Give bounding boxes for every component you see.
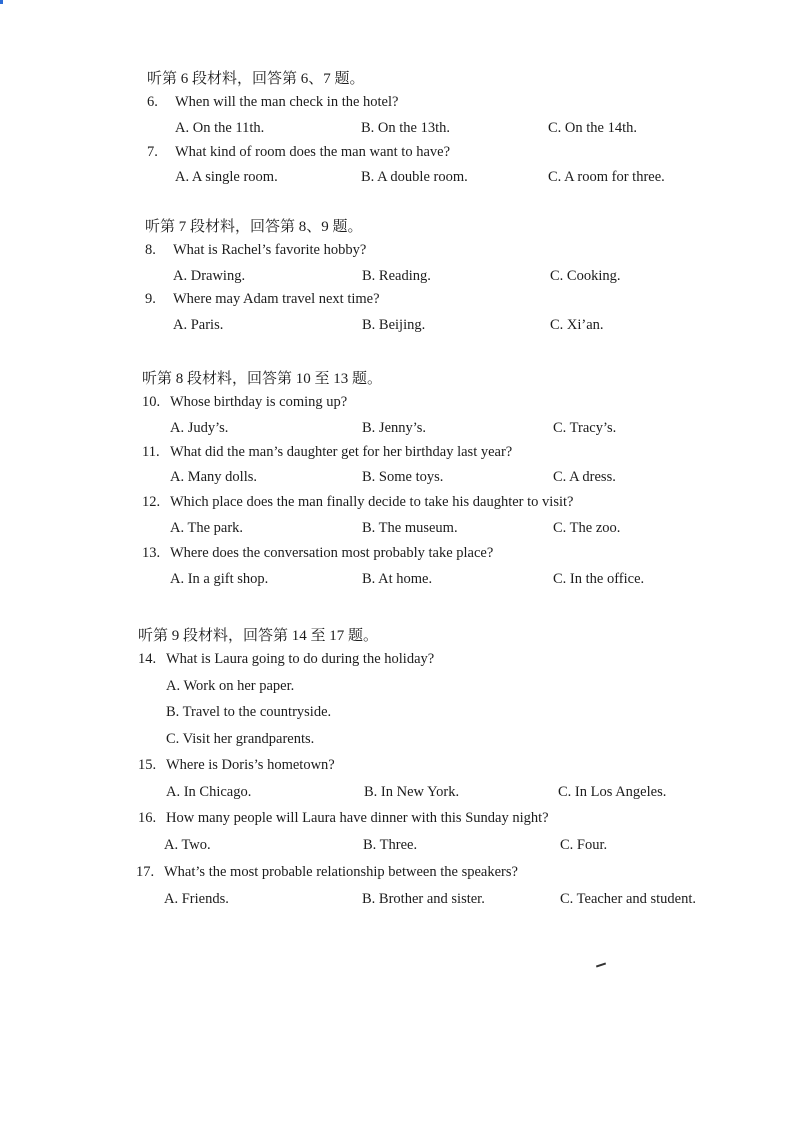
question-11 <box>142 444 512 461</box>
option-b: B. Jenny’s. <box>362 420 427 436</box>
option-c: C. In the office. <box>553 571 645 587</box>
options-10 <box>0 420 800 440</box>
option-b: B. In New York. <box>364 784 460 800</box>
question-6 <box>147 94 398 111</box>
question-number: 17. <box>136 864 155 880</box>
option-c: C. Teacher and student. <box>560 891 697 907</box>
option-a: A. Friends. <box>164 891 229 907</box>
question-number: 16. <box>138 810 157 826</box>
option-b: B. A double room. <box>361 169 468 185</box>
option-a: A. In a gift shop. <box>170 571 269 587</box>
question-text: How many people will Laura have dinner with this Sunday night? <box>166 810 549 826</box>
option-a: A. Drawing. <box>173 268 246 284</box>
question-text: What’s the most probable relationship between the speakers? <box>164 864 518 880</box>
question-text: Which place does the man finally decide to take his daughter to visit? <box>170 494 574 510</box>
option-c: C. Four. <box>560 837 608 853</box>
question-12 <box>142 494 573 511</box>
corner-mark <box>0 0 3 4</box>
option-a: A. Paris. <box>173 317 224 333</box>
question-text: What kind of room does the man want to have? <box>175 144 451 160</box>
question-number: 13. <box>142 545 161 561</box>
pen-mark <box>596 963 606 968</box>
question-number: 7. <box>147 144 158 160</box>
section-heading-6: 听第 6 段材料，回答第 6、7 题。 <box>147 71 365 87</box>
question-number: 14. <box>138 651 157 667</box>
option-b: B. Three. <box>363 837 418 853</box>
option-c: C. A dress. <box>553 469 616 485</box>
option-a: A. Work on her paper. <box>166 678 295 694</box>
question-text: What did the man’s daughter get for her birthday last year? <box>170 444 513 460</box>
question-14 <box>138 651 434 668</box>
option-a: A. Two. <box>164 837 211 853</box>
options-13 <box>0 571 800 591</box>
question-number: 9. <box>145 291 156 307</box>
option-b: B. Travel to the countryside. <box>166 704 332 720</box>
option-c: C. The zoo. <box>553 520 621 536</box>
question-number: 8. <box>145 242 156 258</box>
question-number: 11. <box>142 444 160 460</box>
option-c: C. In Los Angeles. <box>558 784 667 800</box>
option-b: B. On the 13th. <box>361 120 451 136</box>
question-10 <box>142 394 347 411</box>
option-b: B. The museum. <box>362 520 458 536</box>
options-12 <box>0 520 800 540</box>
options-7 <box>0 169 800 189</box>
question-text: Where does the conversation most probably take place? <box>170 545 494 561</box>
option-c: C. Tracy’s. <box>553 420 617 436</box>
question-number: 6. <box>147 94 158 110</box>
question-number: 15. <box>138 757 157 773</box>
question-text: What is Rachel’s favorite hobby? <box>173 242 367 258</box>
option-a: A. Many dolls. <box>170 469 257 485</box>
question-text: Whose birthday is coming up? <box>170 394 348 410</box>
options-17 <box>0 891 800 911</box>
options-15 <box>0 784 800 804</box>
options-11 <box>0 469 800 489</box>
option-b: B. Beijing. <box>362 317 426 333</box>
option-a: A. In Chicago. <box>166 784 252 800</box>
options-6 <box>0 120 800 140</box>
question-8 <box>145 242 366 259</box>
option-c: C. Cooking. <box>550 268 621 284</box>
options-16 <box>0 837 800 857</box>
section-heading-7: 听第 7 段材料，回答第 8、9 题。 <box>145 219 363 235</box>
option-a: A. The park. <box>170 520 244 536</box>
option-b: B. Reading. <box>362 268 431 284</box>
question-9 <box>145 291 380 308</box>
question-text: Where may Adam travel next time? <box>173 291 380 307</box>
question-7 <box>147 144 450 161</box>
option-b: B. At home. <box>362 571 433 587</box>
question-17 <box>136 864 518 881</box>
options-8 <box>0 268 800 288</box>
question-number: 12. <box>142 494 161 510</box>
option-b: B. Some toys. <box>362 469 444 485</box>
question-16 <box>138 810 549 827</box>
question-15 <box>138 757 335 774</box>
option-a: A. On the 11th. <box>175 120 265 136</box>
options-9 <box>0 317 800 337</box>
question-text: Where is Doris’s hometown? <box>166 757 335 773</box>
option-c: C. On the 14th. <box>548 120 638 136</box>
question-13 <box>142 545 493 562</box>
section-heading-9: 听第 9 段材料，回答第 14 至 17 题。 <box>138 628 379 644</box>
option-c: C. A room for three. <box>548 169 665 185</box>
option-c: C. Xi’an. <box>550 317 604 333</box>
option-a: A. Judy’s. <box>170 420 229 436</box>
option-b: B. Brother and sister. <box>362 891 485 907</box>
section-heading-8: 听第 8 段材料，回答第 10 至 13 题。 <box>142 371 383 387</box>
option-a: A. A single room. <box>175 169 278 185</box>
option-c: C. Visit her grandparents. <box>166 731 315 747</box>
question-text: When will the man check in the hotel? <box>175 94 399 110</box>
question-text: What is Laura going to do during the holiday? <box>166 651 435 667</box>
question-number: 10. <box>142 394 161 410</box>
